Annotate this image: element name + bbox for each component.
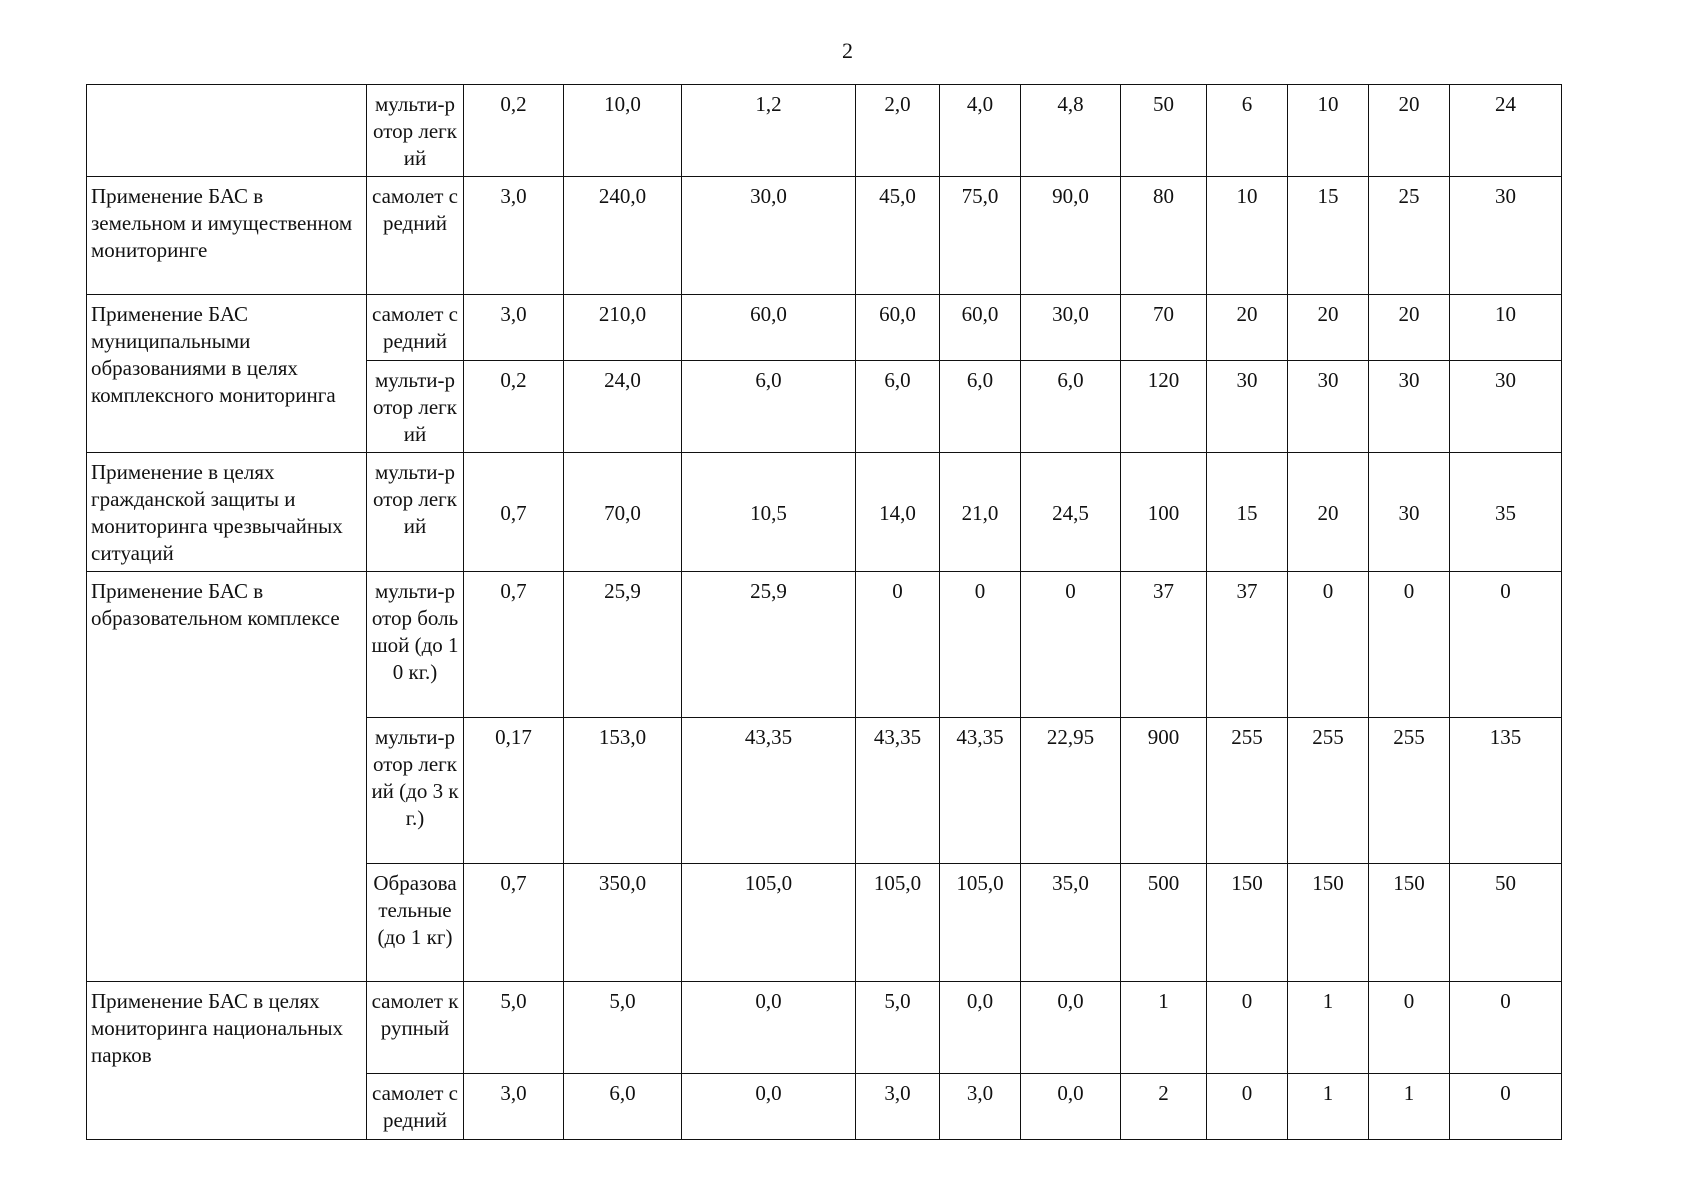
cell-value-col-11: 0 bbox=[1450, 572, 1562, 718]
cell-aircraft-type: мульти-ротор большой (до 10 кг.) bbox=[367, 572, 464, 718]
cell-value-col-10: 30 bbox=[1369, 361, 1450, 453]
cell-value-col-10: 150 bbox=[1369, 864, 1450, 982]
cell-value-col-11: 30 bbox=[1450, 361, 1562, 453]
cell-value-col-9: 150 bbox=[1288, 864, 1369, 982]
cell-value-col-7: 80 bbox=[1121, 177, 1207, 295]
cell-value-col-3: 0,0 bbox=[682, 982, 856, 1074]
cell-value-col-5: 43,35 bbox=[940, 718, 1021, 864]
cell-value-col-2: 10,0 bbox=[564, 85, 682, 177]
cell-value-col-5: 75,0 bbox=[940, 177, 1021, 295]
cell-aircraft-type: самолет средний bbox=[367, 1074, 464, 1140]
cell-value-col-8: 6 bbox=[1207, 85, 1288, 177]
cell-value-col-5: 60,0 bbox=[940, 295, 1021, 361]
cell-aircraft-type: Образовательные (до 1 кг) bbox=[367, 864, 464, 982]
cell-value-col-9: 20 bbox=[1288, 453, 1369, 572]
table-row bbox=[87, 177, 1562, 295]
cell-value-col-3: 1,2 bbox=[682, 85, 856, 177]
cell-value-col-8: 15 bbox=[1207, 453, 1288, 572]
cell-value-col-5: 3,0 bbox=[940, 1074, 1021, 1140]
cell-value-col-5: 4,0 bbox=[940, 85, 1021, 177]
cell-application-name bbox=[87, 85, 367, 177]
cell-value-col-10: 1 bbox=[1369, 1074, 1450, 1140]
cell-value-col-10: 30 bbox=[1369, 453, 1450, 572]
cell-value-col-5: 0 bbox=[940, 572, 1021, 718]
cell-value-col-2: 24,0 bbox=[564, 361, 682, 453]
cell-value-col-8: 150 bbox=[1207, 864, 1288, 982]
cell-value-col-5: 6,0 bbox=[940, 361, 1021, 453]
cell-value-col-11: 10 bbox=[1450, 295, 1562, 361]
table-row bbox=[87, 453, 1562, 572]
table-row bbox=[87, 85, 1562, 177]
cell-value-col-9: 10 bbox=[1288, 85, 1369, 177]
page-number: 2 bbox=[842, 38, 853, 63]
cell-value-col-8: 30 bbox=[1207, 361, 1288, 453]
table-row bbox=[87, 572, 1562, 718]
cell-value-col-4: 2,0 bbox=[856, 85, 940, 177]
cell-value-col-6: 30,0 bbox=[1021, 295, 1121, 361]
cell-value-col-4: 60,0 bbox=[856, 295, 940, 361]
cell-value-col-9: 15 bbox=[1288, 177, 1369, 295]
data-table bbox=[86, 84, 1562, 1140]
cell-value-col-2: 70,0 bbox=[564, 453, 682, 572]
cell-value-col-8: 10 bbox=[1207, 177, 1288, 295]
cell-value-col-1: 0,7 bbox=[464, 864, 564, 982]
cell-value-col-7: 500 bbox=[1121, 864, 1207, 982]
cell-value-col-4: 5,0 bbox=[856, 982, 940, 1074]
table-row bbox=[87, 295, 1562, 361]
cell-value-col-5: 0,0 bbox=[940, 982, 1021, 1074]
cell-aircraft-type: самолет средний bbox=[367, 177, 464, 295]
cell-value-col-11: 30 bbox=[1450, 177, 1562, 295]
cell-value-col-8: 255 bbox=[1207, 718, 1288, 864]
cell-value-col-10: 0 bbox=[1369, 982, 1450, 1074]
cell-value-col-1: 0,2 bbox=[464, 85, 564, 177]
cell-value-col-8: 0 bbox=[1207, 1074, 1288, 1140]
cell-value-col-2: 25,9 bbox=[564, 572, 682, 718]
cell-value-col-6: 0,0 bbox=[1021, 982, 1121, 1074]
cell-value-col-11: 35 bbox=[1450, 453, 1562, 572]
cell-value-col-4: 0 bbox=[856, 572, 940, 718]
cell-value-col-8: 20 bbox=[1207, 295, 1288, 361]
cell-value-col-1: 5,0 bbox=[464, 982, 564, 1074]
cell-value-col-6: 0,0 bbox=[1021, 1074, 1121, 1140]
cell-value-col-2: 350,0 bbox=[564, 864, 682, 982]
cell-value-col-6: 35,0 bbox=[1021, 864, 1121, 982]
cell-aircraft-type: мульти-ротор легкий bbox=[367, 361, 464, 453]
cell-value-col-1: 3,0 bbox=[464, 177, 564, 295]
cell-value-col-3: 43,35 bbox=[682, 718, 856, 864]
cell-value-col-3: 10,5 bbox=[682, 453, 856, 572]
cell-value-col-11: 0 bbox=[1450, 982, 1562, 1074]
cell-value-col-1: 0,2 bbox=[464, 361, 564, 453]
cell-value-col-7: 70 bbox=[1121, 295, 1207, 361]
table-row bbox=[87, 982, 1562, 1074]
cell-value-col-9: 1 bbox=[1288, 1074, 1369, 1140]
cell-value-col-11: 0 bbox=[1450, 1074, 1562, 1140]
cell-value-col-9: 1 bbox=[1288, 982, 1369, 1074]
cell-value-col-9: 0 bbox=[1288, 572, 1369, 718]
cell-value-col-2: 240,0 bbox=[564, 177, 682, 295]
cell-value-col-7: 1 bbox=[1121, 982, 1207, 1074]
cell-value-col-1: 3,0 bbox=[464, 1074, 564, 1140]
cell-value-col-4: 3,0 bbox=[856, 1074, 940, 1140]
cell-value-col-5: 105,0 bbox=[940, 864, 1021, 982]
cell-aircraft-type: мульти-ротор легкий bbox=[367, 453, 464, 572]
cell-value-col-7: 50 bbox=[1121, 85, 1207, 177]
cell-value-col-9: 30 bbox=[1288, 361, 1369, 453]
cell-value-col-3: 60,0 bbox=[682, 295, 856, 361]
cell-value-col-7: 900 bbox=[1121, 718, 1207, 864]
cell-value-col-7: 37 bbox=[1121, 572, 1207, 718]
cell-value-col-10: 20 bbox=[1369, 295, 1450, 361]
cell-value-col-8: 37 bbox=[1207, 572, 1288, 718]
table-body bbox=[87, 85, 1562, 1140]
cell-value-col-11: 50 bbox=[1450, 864, 1562, 982]
cell-value-col-1: 3,0 bbox=[464, 295, 564, 361]
cell-application-name: Применение БАС в целях мониторинга национальных парков bbox=[87, 982, 367, 1140]
cell-value-col-4: 45,0 bbox=[856, 177, 940, 295]
cell-aircraft-type: самолет средний bbox=[367, 295, 464, 361]
cell-value-col-11: 135 bbox=[1450, 718, 1562, 864]
cell-application-name: Применение в целях гражданской защиты и мониторинга чрезвычайных ситуаций bbox=[87, 453, 367, 572]
cell-value-col-3: 30,0 bbox=[682, 177, 856, 295]
cell-value-col-3: 0,0 bbox=[682, 1074, 856, 1140]
cell-value-col-10: 255 bbox=[1369, 718, 1450, 864]
cell-aircraft-type: мульти-ротор легкий bbox=[367, 85, 464, 177]
cell-value-col-2: 210,0 bbox=[564, 295, 682, 361]
cell-value-col-7: 2 bbox=[1121, 1074, 1207, 1140]
cell-value-col-6: 4,8 bbox=[1021, 85, 1121, 177]
cell-application-name: Применение БАС муниципальными образованиями в целях комплексного мониторинга bbox=[87, 295, 367, 453]
cell-value-col-10: 20 bbox=[1369, 85, 1450, 177]
cell-application-name: Применение БАС в земельном и имущественном мониторинге bbox=[87, 177, 367, 295]
cell-application-name: Применение БАС в образовательном комплексе bbox=[87, 572, 367, 982]
cell-value-col-10: 0 bbox=[1369, 572, 1450, 718]
cell-value-col-6: 24,5 bbox=[1021, 453, 1121, 572]
cell-aircraft-type: самолет крупный bbox=[367, 982, 464, 1074]
cell-value-col-6: 90,0 bbox=[1021, 177, 1121, 295]
cell-value-col-4: 105,0 bbox=[856, 864, 940, 982]
cell-value-col-8: 0 bbox=[1207, 982, 1288, 1074]
cell-value-col-6: 0 bbox=[1021, 572, 1121, 718]
cell-value-col-4: 6,0 bbox=[856, 361, 940, 453]
cell-value-col-2: 6,0 bbox=[564, 1074, 682, 1140]
cell-value-col-1: 0,17 bbox=[464, 718, 564, 864]
cell-value-col-9: 20 bbox=[1288, 295, 1369, 361]
cell-value-col-3: 105,0 bbox=[682, 864, 856, 982]
cell-value-col-1: 0,7 bbox=[464, 572, 564, 718]
cell-value-col-6: 6,0 bbox=[1021, 361, 1121, 453]
cell-value-col-10: 25 bbox=[1369, 177, 1450, 295]
cell-value-col-4: 14,0 bbox=[856, 453, 940, 572]
cell-value-col-5: 21,0 bbox=[940, 453, 1021, 572]
cell-value-col-3: 6,0 bbox=[682, 361, 856, 453]
cell-value-col-2: 5,0 bbox=[564, 982, 682, 1074]
cell-aircraft-type: мульти-ротор легкий (до 3 кг.) bbox=[367, 718, 464, 864]
cell-value-col-6: 22,95 bbox=[1021, 718, 1121, 864]
cell-value-col-2: 153,0 bbox=[564, 718, 682, 864]
cell-value-col-11: 24 bbox=[1450, 85, 1562, 177]
cell-value-col-4: 43,35 bbox=[856, 718, 940, 864]
cell-value-col-3: 25,9 bbox=[682, 572, 856, 718]
cell-value-col-1: 0,7 bbox=[464, 453, 564, 572]
cell-value-col-7: 100 bbox=[1121, 453, 1207, 572]
cell-value-col-7: 120 bbox=[1121, 361, 1207, 453]
cell-value-col-9: 255 bbox=[1288, 718, 1369, 864]
